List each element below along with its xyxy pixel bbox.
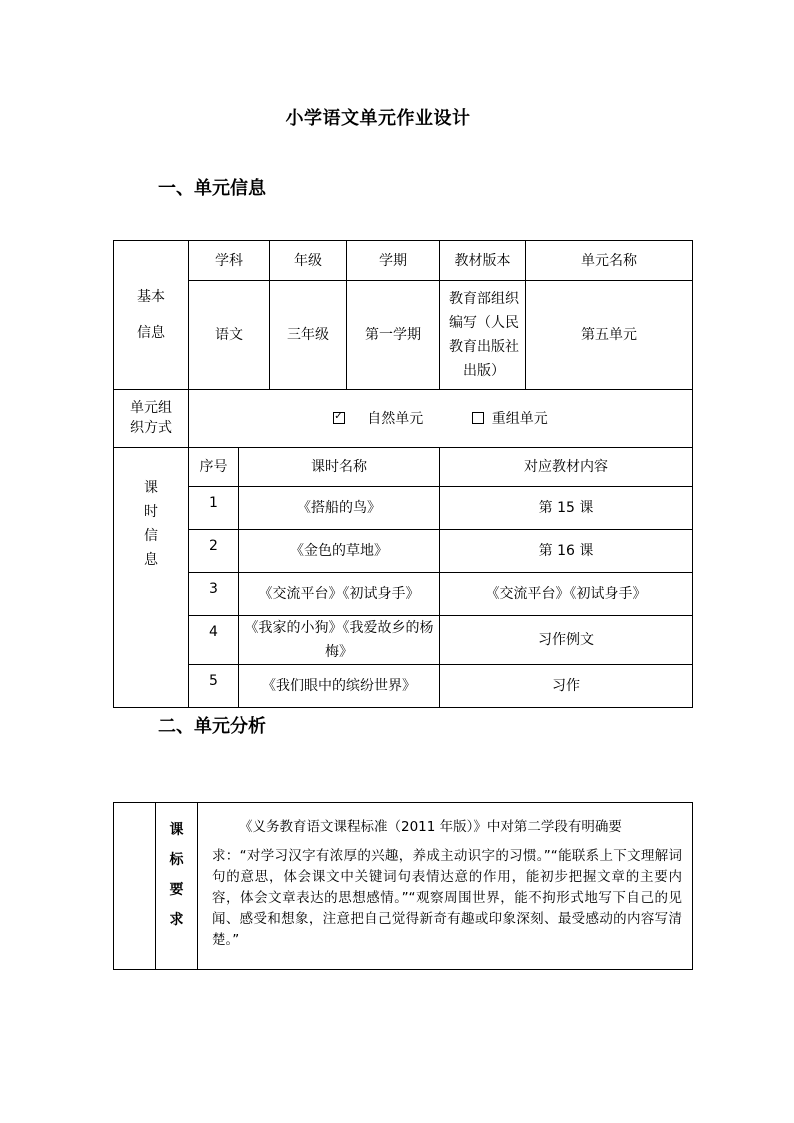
header-unit-name: 单元名称 — [526, 241, 693, 281]
lesson-content: 《交流平台》《初试身手》 — [440, 573, 693, 616]
table-row — [114, 616, 693, 665]
table-row — [114, 573, 693, 616]
standard-paragraph-1: 《义务教育语文课程标准（2011 年版）》中对第二学段有明确要 — [239, 819, 622, 835]
lesson-content: 习作 — [440, 665, 693, 708]
lesson-index: 3 — [189, 573, 239, 616]
table-row — [114, 665, 693, 708]
option-regrouped-unit[interactable] — [472, 407, 548, 431]
org-options — [189, 390, 693, 448]
option-regrouped-unit-label: 重组单元 — [491, 410, 548, 427]
section-heading-unit-info: 一、单元信息 — [158, 178, 266, 199]
checkbox-checked-icon[interactable] — [333, 412, 345, 424]
table-row — [114, 530, 693, 573]
unit-info-table — [113, 240, 693, 708]
lesson-name: 《金色的草地》 — [239, 530, 440, 573]
checkbox-empty-icon[interactable] — [472, 412, 484, 424]
header-subject: 学科 — [189, 241, 270, 281]
lesson-content: 第 16 课 — [440, 530, 693, 573]
header-textbook: 教材版本 — [440, 241, 526, 281]
document-title: 小学语文单元作业设计 — [285, 108, 471, 129]
lesson-index: 1 — [189, 487, 239, 530]
value-subject: 语文 — [189, 281, 270, 390]
lesson-content: 习作例文 — [440, 616, 693, 665]
value-grade: 三年级 — [270, 281, 347, 390]
lesson-name: 《我们眼中的缤纷世界》 — [239, 665, 440, 708]
lesson-content: 第 15 课 — [440, 487, 693, 530]
standard-paragraph-2: 求：“对学习汉字有浓厚的兴趣，养成主动识字的习惯。”“能联系上下文理解词句的意思，体会课文中关键词句表情达意的作用，能初步把握文章的主要内容，体会文章表达的思想感情。”“观察周围世界，能不拘形式地写下自己的见闻、感受和想象，注意把自己觉得新奇有趣或印象深刻、最受感动的内容写清楚。” — [212, 848, 682, 948]
basic-info-label-text: 基本信息 — [137, 289, 165, 341]
unit-analysis-table — [113, 802, 693, 970]
header-index: 序号 — [189, 448, 239, 487]
analysis-blank-cell — [114, 803, 156, 970]
lesson-name: 《我家的小狗》《我爱故乡的杨梅》 — [239, 616, 440, 665]
curriculum-standard-text — [198, 803, 693, 970]
label-char: 求 — [169, 912, 184, 928]
basic-info-label — [114, 241, 189, 390]
label-char: 课 — [169, 822, 184, 838]
header-lesson-name: 课时名称 — [239, 448, 440, 487]
header-textbook-content: 对应教材内容 — [440, 448, 693, 487]
lesson-index: 4 — [189, 616, 239, 665]
curriculum-standard-label — [156, 803, 198, 970]
header-grade: 年级 — [270, 241, 347, 281]
lesson-name: 《交流平台》《初试身手》 — [239, 573, 440, 616]
label-char: 要 — [169, 882, 184, 898]
org-label — [114, 390, 189, 448]
header-semester: 学期 — [347, 241, 440, 281]
lesson-index: 5 — [189, 665, 239, 708]
option-natural-unit-label: 自然单元 — [367, 410, 424, 427]
lesson-name: 《搭船的鸟》 — [239, 487, 440, 530]
value-unit-name: 第五单元 — [526, 281, 693, 390]
option-natural-unit[interactable] — [333, 407, 423, 431]
lesson-info-label — [114, 448, 189, 708]
section-heading-unit-analysis: 二、单元分析 — [158, 716, 266, 737]
table-row — [114, 487, 693, 530]
value-semester: 第一学期 — [347, 281, 440, 390]
value-textbook: 教育部组织编写（人民教育出版社出版） — [440, 281, 526, 390]
lesson-info-label-text: 课时信息 — [144, 480, 158, 568]
label-char: 标 — [169, 852, 184, 868]
lesson-index: 2 — [189, 530, 239, 573]
org-label-text: 单元组织方式 — [130, 399, 172, 436]
